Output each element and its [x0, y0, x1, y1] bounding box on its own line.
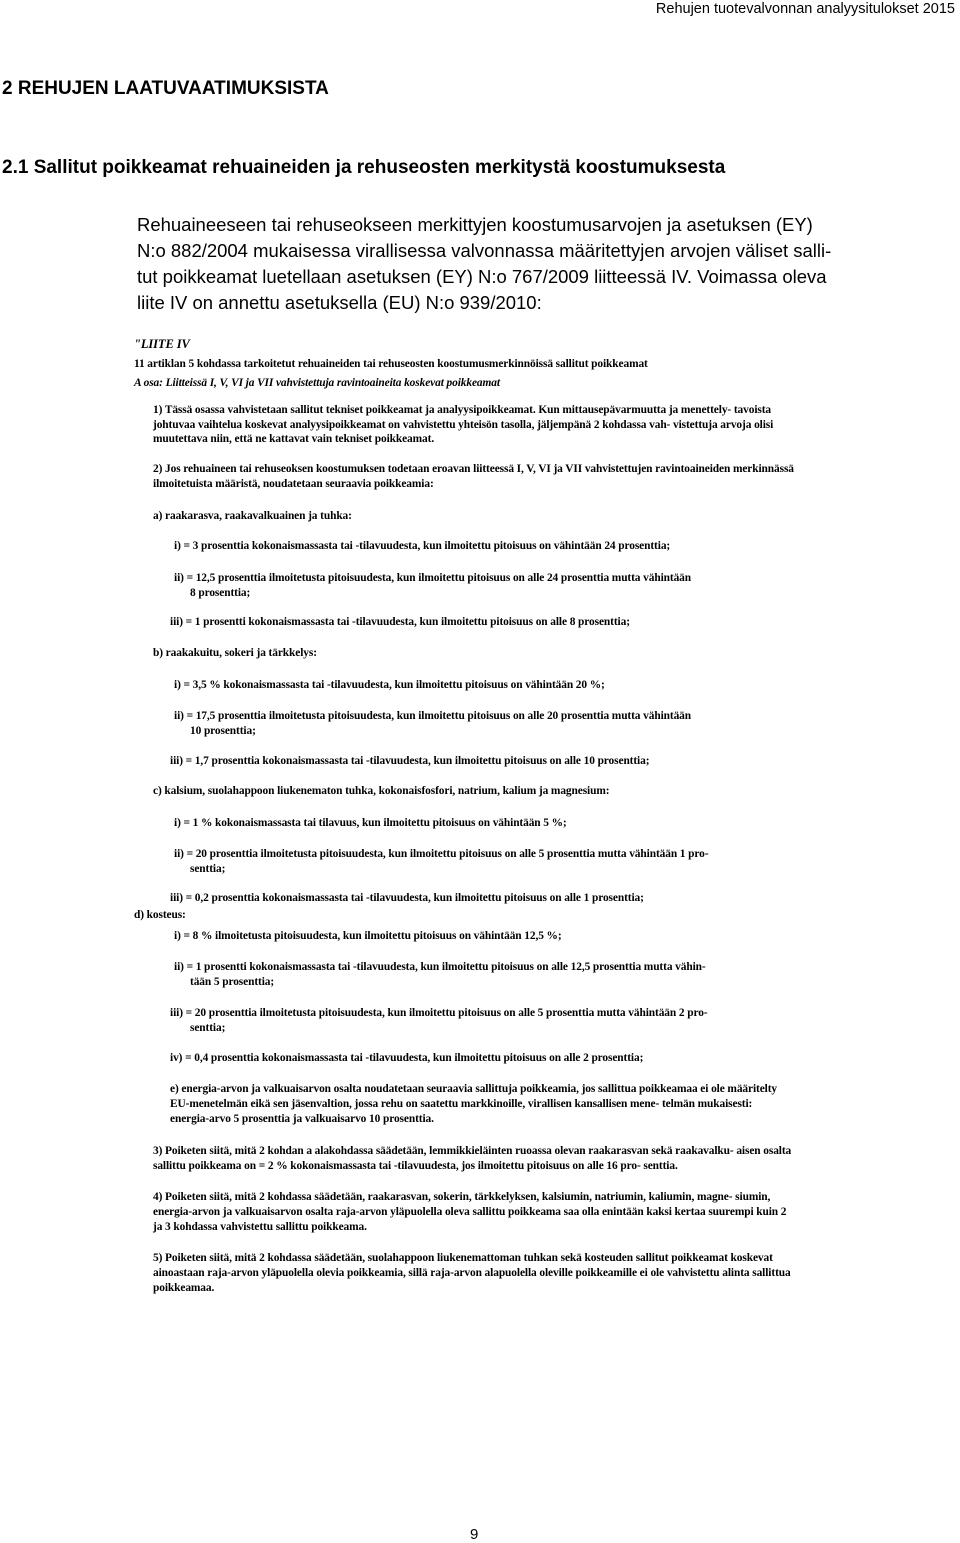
annex-part-a: A osa: Liitteissä I, V, VI ja VII vahvistettuja ravintoaineita koskevat poikkeamat — [134, 377, 500, 389]
item-a-iii: iii) = 1 prosentti kokonaismassasta tai -tilavuudesta, kun ilmoitettu pitoisuus on alle 8 prosenttia; — [170, 616, 630, 628]
annex-paragraph-4: energia-arvon ja valkuaisarvon osalta raja-arvon yläpuolella oleva sallittu poikkeama saa olla enintään kaksi kertaa suurempi kuin 2 — [153, 1206, 787, 1218]
item-c-iii: iii) = 0,2 prosenttia kokonaismassasta tai -tilavuudesta, kun ilmoitettu pitoisuus on alle 1 prosenttia; — [170, 892, 644, 904]
annex-paragraph-1: 1) Tässä osassa vahvistetaan sallitut tekniset poikkeamat ja analyysipoikkeamat. Kun mittausepävarmuutta ja menettely- tavoista — [153, 404, 772, 416]
intro-line: tut poikkeamat luetellaan asetuksen (EY) N:o 767/2009 liitteessä IV. Voimassa oleva — [137, 266, 827, 287]
annex-heading: 11 artiklan 5 kohdassa tarkoitetut rehuaineiden tai rehuseosten koostumusmerkinnöissä sallitut poikkeamat — [134, 358, 648, 370]
annex-paragraph-5: ainoastaan raja-arvon yläpuolella olevia poikkeamia, sillä raja-arvon alapuolella oleville poikkeamille ei ole vahvistettu alinta sallittua — [153, 1267, 791, 1279]
annex-paragraph-3: sallittu poikkeama on = 2 % kokonaismassasta tai -tilavuudesta, jos ilmoitettu pitoisuus on alle 16 pro- senttia. — [153, 1160, 678, 1172]
item-e: e) energia-arvon ja valkuaisarvon osalta noudatetaan seuraavia sallittuja poikkeamia, jos sallittua poikkeamaa ei ole määritelty — [170, 1083, 778, 1095]
section-heading: 2 REHUJEN LAATUVAATIMUKSISTA — [2, 78, 329, 99]
item-b-iii: iii) = 1,7 prosenttia kokonaismassasta tai -tilavuudesta, kun ilmoitettu pitoisuus on alle 10 prosenttia; — [170, 755, 650, 767]
annex-paragraph-2: 2) Jos rehuaineen tai rehuseoksen koostumuksen todetaan eroavan liitteessä I, V, VI ja VII vahvistettujen ravintoaineiden merkinnässä — [153, 463, 794, 475]
item-a-i: i) = 3 prosenttia kokonaismassasta tai -tilavuudesta, kun ilmoitettu pitoisuus on vähintään 24 prosenttia; — [174, 540, 671, 552]
item-d-iii: iii) = 20 prosenttia ilmoitetusta pitoisuudesta, kun ilmoitettu pitoisuus on alle 5 prosenttia mutta vähintään 2 pro- — [170, 1007, 708, 1019]
item-c-heading: c) kalsium, suolahappoon liukenematon tuhka, kokonaisfosfori, natrium, kalium ja magnesium: — [153, 785, 610, 797]
item-b-ii: ii) = 17,5 prosenttia ilmoitetusta pitoisuudesta, kun ilmoitettu pitoisuus on alle 20 prosenttia mutta vähintään — [174, 710, 691, 722]
item-d-heading: d) kosteus: — [134, 909, 186, 921]
item-b-i: i) = 3,5 % kokonaismassasta tai -tilavuudesta, kun ilmoitettu pitoisuus on vähintään 20 %; — [174, 679, 605, 691]
subsection-heading: 2.1 Sallitut poikkeamat rehuaineiden ja rehuseosten merkitystä koostumuksesta — [2, 157, 726, 178]
item-d-i: i) = 8 % ilmoitetusta pitoisuudesta, kun ilmoitettu pitoisuus on vähintään 12,5 %; — [174, 930, 562, 942]
annex-paragraph-4: 4) Poiketen siitä, mitä 2 kohdassa säädetään, raakarasvan, sokerin, tärkkelyksen, kalsiumin, natriumin, kaliumin, magne- siumin, — [153, 1191, 771, 1203]
intro-line: liite IV on annettu asetuksella (EU) N:o 939/2010: — [137, 292, 542, 313]
item-c-i: i) = 1 % kokonaismassasta tai tilavuus, kun ilmoitettu pitoisuus on vähintään 5 %; — [174, 817, 567, 829]
item-c-ii: senttia; — [190, 863, 226, 875]
item-b-heading: b) raakakuitu, sokeri ja tärkkelys: — [153, 647, 317, 659]
annex-paragraph-5: 5) Poiketen siitä, mitä 2 kohdassa säädetään, suolahappoon liukenemattoman tuhkan sekä kosteuden sallitut poikkeamat koskevat — [153, 1252, 773, 1264]
item-a-ii: ii) = 12,5 prosenttia ilmoitetusta pitoisuudesta, kun ilmoitettu pitoisuus on alle 24 prosenttia mutta vähintään — [174, 572, 691, 584]
item-a-heading: a) raakarasva, raakavalkuainen ja tuhka: — [153, 510, 352, 522]
item-d-iv: iv) = 0,4 prosenttia kokonaismassasta tai -tilavuudesta, kun ilmoitettu pitoisuus on alle 2 prosenttia; — [170, 1052, 644, 1064]
item-b-ii: 10 prosenttia; — [190, 725, 256, 737]
annex-paragraph-3: 3) Poiketen siitä, mitä 2 kohdan a alakohdassa säädetään, lemmikkieläinten ruoassa olevan raakarasvan sekä raakavalku- aisen osalta — [153, 1145, 792, 1157]
item-a-ii: 8 prosenttia; — [190, 587, 251, 599]
annex-paragraph-1: muutettava niin, että ne kattavat vain tekniset poikkeamat. — [153, 433, 435, 445]
item-d-ii: ii) = 1 prosentti kokonaismassasta tai -tilavuudesta, kun ilmoitettu pitoisuus on alle 12,5 prosenttia mutta vähin- — [174, 961, 706, 973]
item-c-ii: ii) = 20 prosenttia ilmoitetusta pitoisuudesta, kun ilmoitettu pitoisuus on alle 5 prosenttia mutta vähintään 1 pro- — [174, 848, 709, 860]
item-e: energia-arvo 5 prosenttia ja valkuaisarvo 10 prosenttia. — [170, 1113, 434, 1125]
annex-paragraph-2: ilmoitetuista määristä, noudatetaan seuraavia poikkeamia: — [153, 478, 434, 490]
running-header: Rehujen tuotevalvonnan analyysitulokset 2015 — [655, 1, 955, 17]
annex-paragraph-1: johtuvaa vaihtelua koskevat analyysipoikkeamat on vahvistettu yhteisön tasolla, jäljempänä 2 kohdassa vah- vistettuja arvoja olisi — [153, 419, 774, 431]
item-d-iii: senttia; — [190, 1022, 226, 1034]
annex-paragraph-4: ja 3 kohdassa vahvistettu sallittu poikkeama. — [153, 1221, 367, 1233]
annex-paragraph-5: poikkeamaa. — [153, 1282, 215, 1294]
annex-title: "LIITE IV — [134, 337, 190, 351]
item-e: EU-menetelmän eikä sen jäsenvaltion, jossa rehu on saatettu markkinoille, virallisen kansallisen mene- telmän mukaisesti: — [170, 1098, 753, 1110]
intro-line: Rehuaineeseen tai rehuseokseen merkittyjen koostumusarvojen ja asetuksen (EY) — [137, 214, 813, 235]
page-number: 9 — [470, 1526, 479, 1543]
intro-line: N:o 882/2004 mukaisessa virallisessa valvonnassa määritettyjen arvojen väliset salli- — [137, 240, 832, 261]
item-d-ii: tään 5 prosenttia; — [190, 976, 275, 988]
intro-paragraph — [137, 212, 957, 316]
